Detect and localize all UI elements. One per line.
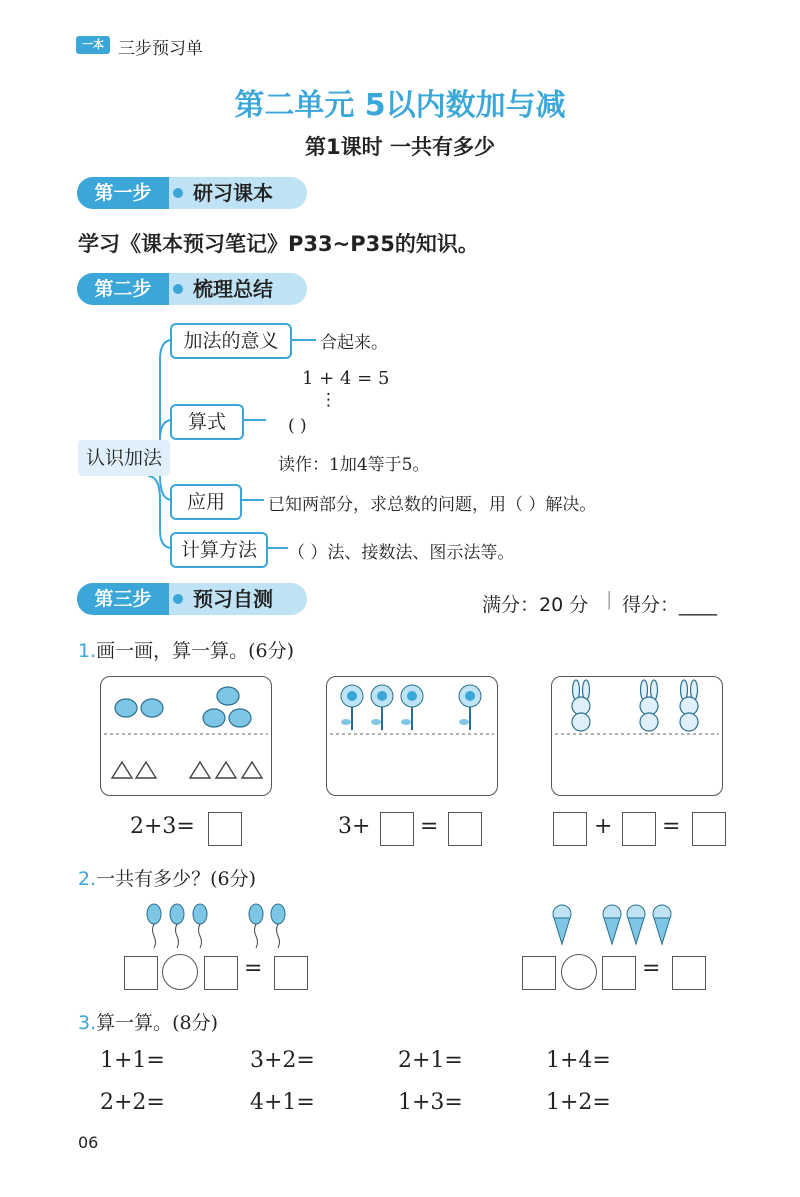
- q1-eq3-box1[interactable]: [553, 812, 587, 846]
- sunflowers-illustration: [326, 676, 498, 796]
- step1-tag: 第一步: [77, 177, 169, 209]
- q3-item: 2+1=: [398, 1048, 463, 1073]
- formula-dots: ⋮: [320, 390, 337, 410]
- node-meaning: 加法的意义: [170, 323, 292, 359]
- q3-item: 1+3=: [398, 1090, 463, 1115]
- q1-eq3-answer-box[interactable]: [692, 812, 726, 846]
- q3-item: 1+1=: [100, 1048, 165, 1073]
- q3-item: 3+2=: [250, 1048, 315, 1073]
- score-got: 得分：____: [622, 594, 718, 616]
- step2-tag: 第二步: [77, 273, 169, 305]
- q2-left-box1[interactable]: [124, 956, 158, 990]
- q3-item: 1+2=: [546, 1090, 611, 1115]
- method-text: （ ）法、接数法、图示法等。: [288, 543, 515, 563]
- q1-eq3-equals: =: [662, 814, 681, 839]
- q2-number: 2.: [78, 868, 97, 890]
- mindmap-root: 认识加法: [78, 440, 170, 476]
- q2-right-equals: =: [642, 956, 661, 981]
- q1-eq1-text: 2+3=: [130, 814, 195, 839]
- icecream-illustration: [544, 900, 684, 950]
- q2-right-answer-box[interactable]: [672, 956, 706, 990]
- q1-title: 画一画，算一算。(6分): [96, 640, 295, 662]
- unit-title: 第二单元 5以内数加与减: [234, 88, 566, 123]
- q1-eq2-equals: =: [420, 814, 439, 839]
- q2-right-box2[interactable]: [602, 956, 636, 990]
- q2-left-box2[interactable]: [204, 956, 238, 990]
- node-use: 应用: [170, 484, 242, 520]
- score-separator: |: [606, 588, 613, 610]
- q3-item: 2+2=: [100, 1090, 165, 1115]
- q3-title: 算一算。(8分): [96, 1012, 219, 1034]
- q1-eq3-box2[interactable]: [622, 812, 656, 846]
- formula-read: 读作：1加4等于5。: [278, 455, 430, 475]
- step3-tag: 第三步: [77, 583, 169, 615]
- q2-right-operator-circle[interactable]: [561, 954, 597, 990]
- q1-eq2-answer-box[interactable]: [448, 812, 482, 846]
- lesson-title: 第1课时 一共有多少: [305, 135, 495, 159]
- q2-left-equals: =: [244, 956, 263, 981]
- brand-logo: 一本: [76, 36, 110, 54]
- full-score: 满分：20 分: [482, 594, 589, 616]
- balloons-illustration: [140, 900, 300, 950]
- q2-right-box1[interactable]: [522, 956, 556, 990]
- strawberries-illustration: [100, 676, 272, 796]
- formula-blank: ( ): [288, 416, 307, 436]
- q2-title: 一共有多少？(6分): [96, 868, 257, 890]
- formula-example: 1 + 4 = 5: [302, 368, 390, 389]
- q1-eq3-plus: +: [594, 814, 613, 839]
- rabbits-illustration: [551, 676, 723, 796]
- q2-left-operator-circle[interactable]: [162, 954, 198, 990]
- step3-name: 预习自测: [193, 587, 273, 611]
- step1-name: 研习课本: [193, 181, 273, 205]
- step2-name: 梳理总结: [193, 277, 273, 301]
- q3-number: 3.: [78, 1012, 97, 1034]
- q1-eq1-answer-box[interactable]: [208, 812, 242, 846]
- node-formula: 算式: [170, 404, 244, 440]
- q1-number: 1.: [78, 640, 97, 662]
- series-name: 三步预习单: [118, 39, 203, 59]
- q2-left-answer-box[interactable]: [274, 956, 308, 990]
- q3-item: 4+1=: [250, 1090, 315, 1115]
- step3-dot: [173, 594, 183, 604]
- meaning-text: 合起来。: [320, 333, 388, 353]
- q1-eq2-box1[interactable]: [380, 812, 414, 846]
- study-instruction: 学习《课本预习笔记》P33~P35的知识。: [78, 232, 479, 256]
- page-number: 06: [78, 1133, 99, 1152]
- use-text: 已知两部分，求总数的问题，用（ ）解决。: [268, 495, 597, 515]
- step3-banner: [77, 583, 307, 615]
- q3-item: 1+4=: [546, 1048, 611, 1073]
- node-method: 计算方法: [170, 532, 268, 568]
- q1-eq2-text: 3+: [338, 814, 371, 839]
